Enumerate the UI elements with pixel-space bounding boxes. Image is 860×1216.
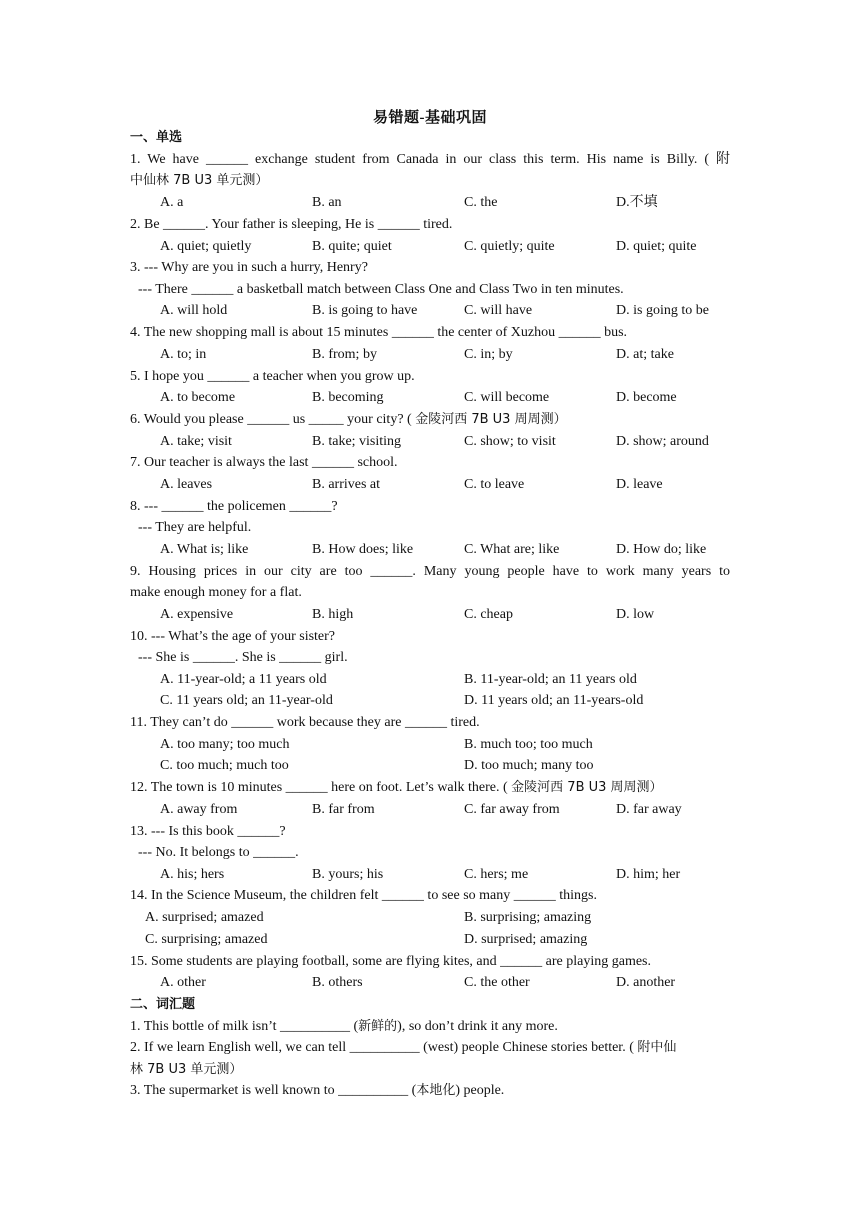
option-b: B. from; by (312, 347, 377, 362)
option-c: C. to leave (464, 477, 525, 492)
vocab-2-text: 2. If we learn English well, we can tell __________ (west) people Chinese stories better. ( (130, 1040, 634, 1055)
option-a: A. expensive (160, 607, 234, 622)
option-c: C. hers; me (464, 867, 529, 882)
question-8: 8. --- ______ the policemen ______? (130, 499, 338, 514)
option-c: C. too much; much too (160, 758, 289, 773)
vocab-3 (130, 1080, 730, 1101)
question-7: 7. Our teacher is always the last ______ school. (130, 455, 398, 470)
section-heading-vocabulary: 二、词汇题 (130, 997, 196, 1012)
option-a: A. his; hers (160, 867, 225, 882)
section-heading-single-choice: 一、单选 (130, 130, 183, 145)
option-a: A. 11-year-old; a 11 years old (160, 672, 327, 687)
option-a: A. quiet; quietly (160, 239, 252, 254)
question-6 (130, 409, 730, 430)
option-b: B. 11-year-old; an 11 years old (464, 672, 637, 687)
vocab-1-hint: 新鲜的 (358, 1019, 398, 1034)
option-d: D. leave (616, 477, 663, 492)
question-13: 13. --- Is this book ______? (130, 824, 286, 839)
option-a: A. other (160, 975, 206, 990)
option-d: D. show; around (616, 434, 709, 449)
question-9-line-2: make enough money for a flat. (130, 585, 302, 600)
option-a: A. away from (160, 802, 238, 817)
option-d: D. is going to be (616, 303, 709, 318)
question-6-text: 6. Would you please ______ us _____ your city? ( (130, 412, 412, 427)
option-b: B. arrives at (312, 477, 381, 492)
question-1 (130, 149, 730, 170)
option-c: C. surprising; amazed (145, 932, 268, 947)
option-b: B. surprising; amazing (464, 910, 592, 925)
option-d: D. at; take (616, 347, 674, 362)
option-a: A. surprised; amazed (145, 910, 264, 925)
question-13-line-2: --- No. It belongs to ______. (138, 845, 299, 860)
option-a: A. to; in (160, 347, 207, 362)
option-d: D.不填 (616, 195, 658, 210)
option-c: C. will have (464, 303, 533, 318)
option-c: C. cheap (464, 607, 513, 622)
option-c: C. 11 years old; an 11-year-old (160, 693, 333, 708)
option-b: B. others (312, 975, 363, 990)
question-12 (130, 777, 730, 798)
option-d: D. 11 years old; an 11-years-old (464, 693, 644, 708)
option-c: C. What are; like (464, 542, 560, 557)
vocab-2-source-cont: 林 7B U3 单元测） (130, 1062, 243, 1077)
option-a: A. too many; too much (160, 737, 290, 752)
option-c: C. in; by (464, 347, 513, 362)
question-14: 14. In the Science Museum, the children felt ______ to see so many ______ things. (130, 888, 597, 903)
option-b: B. becoming (312, 390, 384, 405)
option-d: D. quiet; quite (616, 239, 697, 254)
vocab-1-text: 1. This bottle of milk isn’t __________ ( (130, 1019, 359, 1034)
vocab-2-source: 附中仙 (637, 1040, 677, 1055)
question-12-source: 金陵河西 7B U3 周周测） (511, 780, 663, 795)
vocab-3-text-end: ) people. (455, 1083, 505, 1098)
option-d: D. surprised; amazing (464, 932, 588, 947)
option-d: D. low (616, 607, 655, 622)
option-c: C. show; to visit (464, 434, 556, 449)
option-d: D. become (616, 390, 677, 405)
option-b: B. high (312, 607, 354, 622)
question-5: 5. I hope you ______ a teacher when you grow up. (130, 369, 415, 384)
option-d: D. him; her (616, 867, 681, 882)
option-d: D. far away (616, 802, 682, 817)
option-a: A. leaves (160, 477, 213, 492)
option-b: B. an (312, 195, 342, 210)
vocab-3-hint: 本地化 (416, 1083, 456, 1098)
vocab-3-text: 3. The supermarket is well known to __________ ( (130, 1083, 417, 1098)
question-4: 4. The new shopping mall is about 15 minutes ______ the center of Xuzhou ______ bus. (130, 325, 628, 340)
option-a: A. to become (160, 390, 236, 405)
option-c: C. far away from (464, 802, 560, 817)
question-11: 11. They can’t do ______ work because they are ______ tired. (130, 715, 480, 730)
option-a: A. take; visit (160, 434, 232, 449)
option-b: B. much too; too much (464, 737, 593, 752)
question-1-source: 中仙林 7B U3 单元测） (130, 173, 269, 188)
option-d: D. How do; like (616, 542, 707, 557)
vocab-1-text-end: ), so don’t drink it any more. (397, 1019, 558, 1034)
option-a: A. will hold (160, 303, 228, 318)
question-2: 2. Be ______. Your father is sleeping, He is ______ tired. (130, 217, 453, 232)
question-15: 15. Some students are playing football, some are flying kites, and ______ are playing games. (130, 954, 651, 969)
question-1-text: 1. We have ______ exchange student from Canada in our class this term. His name is Billy. ( 附 (130, 152, 730, 167)
question-6-source: 金陵河西 7B U3 周周测） (415, 412, 567, 427)
option-c: C. quietly; quite (464, 239, 555, 254)
option-b: B. take; visiting (312, 434, 402, 449)
question-3: 3. --- Why are you in such a hurry, Henry? (130, 260, 368, 275)
question-9 (130, 561, 730, 582)
question-10: 10. --- What’s the age of your sister? (130, 629, 336, 644)
option-d: D. too much; many too (464, 758, 594, 773)
question-9-text: 9. Housing prices in our city are too ______. Many young people have to work many years to (130, 564, 730, 579)
question-8-line-2: --- They are helpful. (138, 520, 252, 535)
option-c: C. will become (464, 390, 550, 405)
vocab-1 (130, 1016, 730, 1037)
vocab-2 (130, 1037, 730, 1058)
option-b: B. quite; quiet (312, 239, 392, 254)
page-title: 易错题-基础巩固 (373, 110, 487, 126)
option-b: B. How does; like (312, 542, 414, 557)
question-12-text: 12. The town is 10 minutes ______ here on foot. Let’s walk there. ( (130, 780, 508, 795)
option-b: B. is going to have (312, 303, 418, 318)
option-a: A. a (160, 195, 184, 210)
option-c: C. the (464, 195, 498, 210)
option-b: B. yours; his (312, 867, 384, 882)
question-3-line-2: --- There ______ a basketball match between Class One and Class Two in ten minutes. (138, 282, 624, 297)
question-10-line-2: --- She is ______. She is ______ girl. (138, 650, 348, 665)
option-c: C. the other (464, 975, 530, 990)
option-d: D. another (616, 975, 676, 990)
option-b: B. far from (312, 802, 375, 817)
option-a: A. What is; like (160, 542, 249, 557)
